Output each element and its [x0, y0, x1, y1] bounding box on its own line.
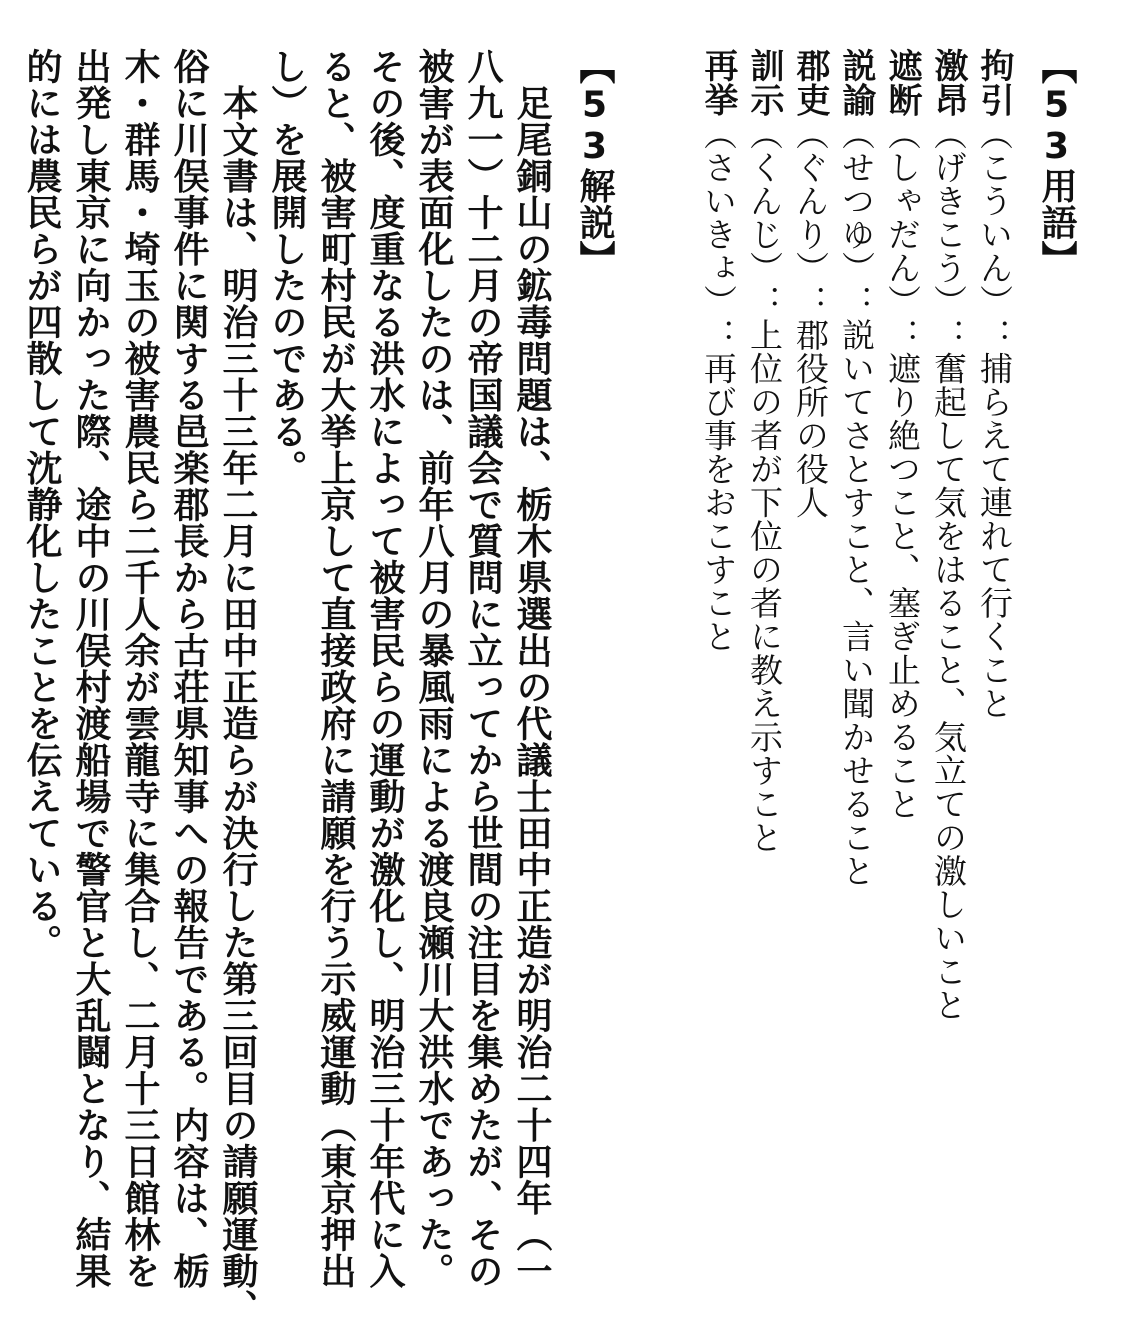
commentary-line: 被害が表面化したのは、前年八月の暴風雨による渡良瀬川大洪水であった。 [413, 48, 455, 1289]
commentary-line: ると、被害町村民が大挙上京して直接政府に請願を行う示威運動（東京押出 [315, 48, 357, 1289]
commentary-line: 的には農民らが四散して沈静化したことを伝えている。 [21, 48, 63, 961]
commentary-line: その後、度重なる洪水によって被害民らの運動が激化し、明治三十年代に入 [364, 48, 406, 1289]
glossary-definition: （せつゆ）：説いてさとすこと、言い聞かせること [837, 117, 876, 888]
commentary-line: 八九一）十二月の帝国議会で質問に立ってから世間の注目を集めたが、その [462, 48, 504, 1289]
glossary-term: 説諭 [836, 48, 876, 117]
glossary-definition: （しゃだん）：遮り絶つこと、塞ぎ止めること [883, 117, 922, 821]
glossary-term: 拘引 [974, 48, 1014, 117]
commentary-line: 足尾銅山の鉱毒問題は、栃木県選出の代議士田中正造が明治二十四年（一 [511, 48, 553, 1289]
glossary-entry [882, 48, 922, 1048]
glossary-definition: （こういん）：捕らえて連れて行くこと [975, 117, 1014, 720]
glossary-entry [744, 48, 784, 1048]
glossary-entry [836, 48, 876, 1048]
glossary-term: 訓示 [744, 48, 784, 117]
glossary-term: 遮断 [882, 48, 922, 117]
glossary-entry [790, 48, 830, 1048]
glossary-entry [928, 48, 968, 1048]
glossary-definition: （ぐんり）：郡役所の役人 [791, 117, 830, 519]
commentary-line: 木・群馬・埼玉の被害農民ら二千人余が雲龍寺に集合し、二月十三日館林を [119, 48, 161, 1289]
glossary-term: 激昂 [928, 48, 968, 117]
glossary-definition: （くんじ）：上位の者が下位の者に教え示すこと [745, 117, 784, 854]
commentary-line: 出発し東京に向かった際、途中の川俣村渡船場で警官と大乱闘となり、結果 [70, 48, 112, 1289]
commentary-line: し）を展開したのである。 [266, 48, 308, 486]
glossary-heading: 【53用語】 [1036, 48, 1077, 277]
commentary-line: 本文書は、明治三十三年二月に田中正造らが決行した第三回目の請願運動、 [217, 48, 259, 1326]
glossary-entry [698, 48, 738, 1048]
glossary-entry [974, 48, 1014, 1048]
glossary-term: 再挙 [698, 48, 738, 117]
glossary-definition: （げきこう）：奮起して気をはること、気立ての激しいこと [929, 117, 968, 1022]
glossary-definition: （さいきょ）：再び事をおこすこと [699, 117, 738, 653]
commentary-heading: 【53解説】 [574, 48, 615, 277]
glossary-term: 郡吏 [790, 48, 830, 117]
commentary-line: 俗に川俣事件に関する邑楽郡長から古荘県知事への報告である。内容は、栃 [168, 48, 210, 1289]
